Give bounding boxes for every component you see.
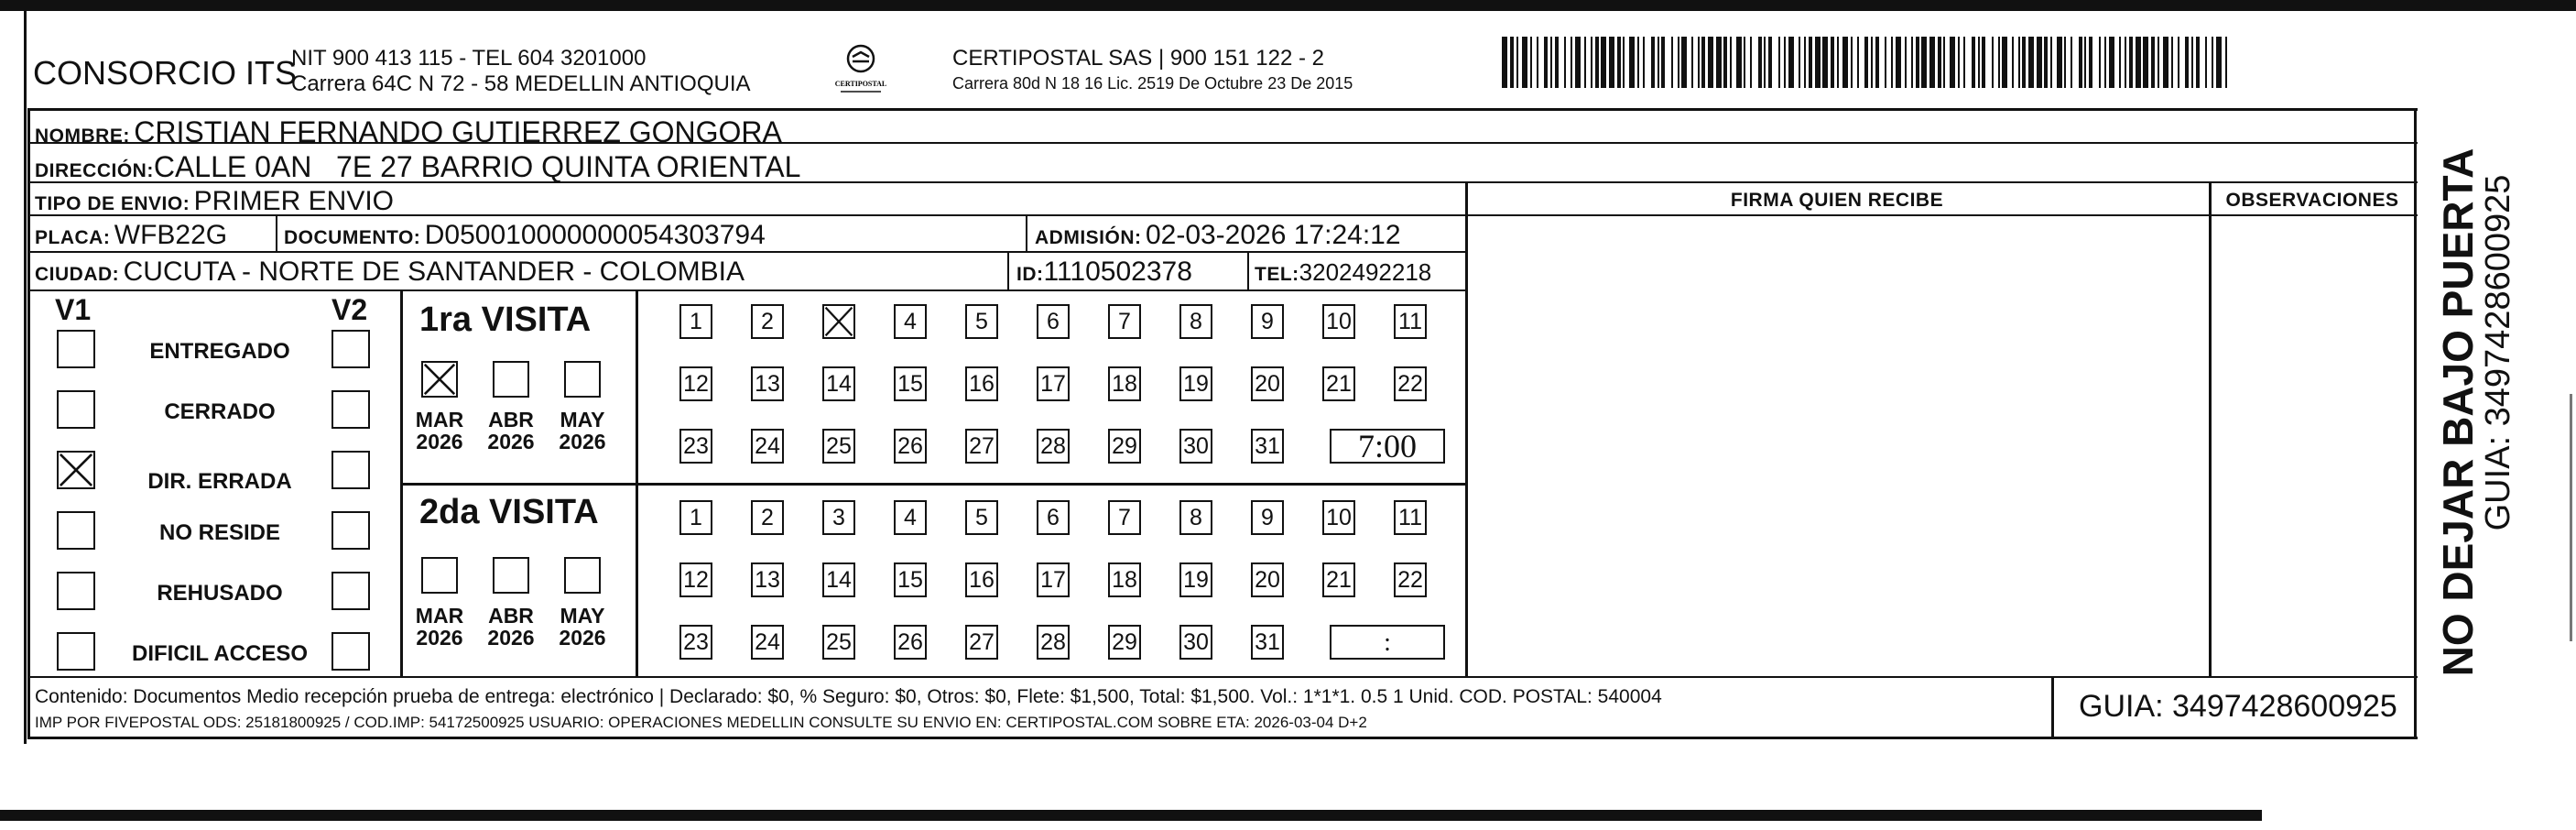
guia-divider — [2051, 676, 2054, 737]
day-box[interactable]: 31 — [1251, 625, 1284, 660]
day-box[interactable]: 15 — [894, 562, 927, 597]
day-box[interactable]: 23 — [679, 429, 712, 464]
day-box[interactable]: 23 — [679, 625, 712, 660]
footer-line2: IMP POR FIVEPOSTAL ODS: 25181800925 / COD.IMP: 54172500925 USUARIO: OPERACIONES MEDELLIN CONSULTE SU ENVIO EN: CERTIPOSTAL.COM SOBRE ETA: 2026-03-04 D+2 — [35, 714, 1367, 731]
visit2-title: 2da VISITA — [419, 493, 599, 531]
month-checkbox[interactable] — [564, 361, 601, 398]
day-box[interactable]: 15 — [894, 366, 927, 401]
right-edge-mark — [2570, 394, 2572, 641]
barcode — [1502, 37, 2234, 88]
day-box[interactable]: 11 — [1394, 500, 1427, 535]
ciudad-value: CUCUTA - NORTE DE SANTANDER - COLOMBIA — [123, 257, 745, 287]
footer-line — [27, 676, 2418, 678]
direccion-value: CALLE 0AN 7E 27 BARRIO QUINTA ORIENTAL — [153, 150, 801, 183]
day-box[interactable]: 27 — [965, 625, 998, 660]
v1-checkbox[interactable] — [57, 390, 95, 429]
id-field — [1016, 258, 1192, 286]
id-value: 1110502378 — [1043, 257, 1192, 287]
day-box[interactable]: 8 — [1179, 500, 1212, 535]
status-label: REHUSADO — [157, 581, 283, 606]
documento-value: D050010000000054303794 — [424, 220, 766, 250]
month-label: ABR 2026 — [487, 604, 535, 650]
v2-checkbox[interactable] — [332, 330, 370, 368]
day-box[interactable]: 26 — [894, 625, 927, 660]
v2-checkbox[interactable] — [332, 572, 370, 610]
id-divider — [1007, 251, 1009, 289]
day-box[interactable]: 18 — [1108, 562, 1141, 597]
row-line-5 — [27, 289, 1465, 291]
day-box[interactable]: 29 — [1108, 429, 1141, 464]
day-box[interactable]: 2 — [751, 500, 784, 535]
day-box[interactable]: 4 — [894, 500, 927, 535]
tel-divider — [1247, 251, 1249, 289]
day-box[interactable]: 27 — [965, 429, 998, 464]
month-checkbox[interactable] — [421, 361, 458, 398]
observaciones-header: OBSERVACIONES — [2225, 190, 2399, 211]
v1-checkbox[interactable] — [57, 511, 95, 550]
day-box[interactable]: 25 — [822, 625, 855, 660]
day-box[interactable]: 25 — [822, 429, 855, 464]
v1-checkbox[interactable] — [57, 330, 95, 368]
day-box[interactable]: 12 — [679, 366, 712, 401]
left-border — [24, 11, 27, 744]
postal-logo — [833, 42, 888, 97]
bottom-border — [0, 810, 2262, 821]
status-label: DIR. ERRADA — [147, 469, 292, 494]
v1-checkbox[interactable] — [57, 451, 95, 489]
day-box[interactable]: 3 — [822, 500, 855, 535]
month-checkbox[interactable] — [493, 361, 529, 398]
day-box[interactable]: 20 — [1251, 366, 1284, 401]
admision-label: ADMISIÓN: — [1035, 227, 1142, 248]
day-box[interactable]: 21 — [1322, 366, 1355, 401]
v2-checkbox[interactable] — [332, 451, 370, 489]
day-box[interactable]: 11 — [1394, 304, 1427, 339]
day-box[interactable]: 5 — [965, 500, 998, 535]
month-label: MAR 2026 — [415, 604, 464, 650]
row-line-4 — [27, 251, 1465, 253]
footer-line1: Contenido: Documentos Medio recepción prueba de entrega: electrónico | Declarado: $0, % Seguro: $0, Otros: $0, Flete: $1,500, Total: $1,500. Vol.: 1*1*1. 0.5 1 Unid. COD. POSTAL: 540004 — [35, 686, 1662, 707]
id-label: ID: — [1016, 264, 1044, 285]
side-no-dejar: NO DEJAR BAJO PUERTA — [2434, 147, 2482, 677]
visit-split — [400, 483, 1465, 486]
certipostal-line1: CERTIPOSTAL SAS | 900 151 122 - 2 — [952, 46, 1324, 71]
day-box[interactable]: 1 — [679, 304, 712, 339]
form-top — [27, 108, 2418, 111]
tel-label: TEL: — [1255, 264, 1299, 285]
month-checkbox[interactable] — [493, 557, 529, 594]
company-nit: NIT 900 413 115 - TEL 604 3201000 — [291, 46, 647, 71]
month-label: ABR 2026 — [487, 408, 535, 454]
month-checkbox[interactable] — [564, 557, 601, 594]
status-label: ENTREGADO — [149, 339, 290, 364]
side-guia: GUIA: 3497428600925 — [2479, 174, 2517, 531]
v1-header: V1 — [55, 293, 92, 326]
month-label: MAY 2026 — [559, 408, 606, 454]
obs-divider — [2209, 181, 2212, 676]
form-right — [2414, 108, 2417, 738]
v2-checkbox[interactable] — [332, 511, 370, 550]
nombre-label — [35, 117, 782, 147]
day-box[interactable]: 30 — [1179, 429, 1212, 464]
day-box[interactable]: 29 — [1108, 625, 1141, 660]
company-name: CONSORCIO ITS — [33, 54, 298, 92]
month-label: MAY 2026 — [559, 604, 606, 650]
day-box[interactable]: 13 — [751, 366, 784, 401]
day-box[interactable]: 16 — [965, 562, 998, 597]
nombre-value: CRISTIAN FERNANDO GUTIERREZ GONGORA — [134, 115, 782, 148]
day-box[interactable]: 14 — [822, 562, 855, 597]
nombre-label-text: NOMBRE: — [35, 126, 130, 147]
day-box[interactable]: 10 — [1322, 500, 1355, 535]
day-box[interactable]: 13 — [751, 562, 784, 597]
admision-field — [1035, 222, 1401, 249]
day-box[interactable]: 21 — [1322, 562, 1355, 597]
form-bottom — [27, 737, 2418, 739]
day-box[interactable]: 12 — [679, 562, 712, 597]
v2-checkbox[interactable] — [332, 390, 370, 429]
day-box[interactable]: 28 — [1037, 429, 1070, 464]
v1-checkbox[interactable] — [57, 632, 95, 671]
direccion-label-text: DIRECCIÓN: — [35, 160, 154, 181]
day-box[interactable]: 31 — [1251, 429, 1284, 464]
day-box[interactable]: 17 — [1037, 562, 1070, 597]
status-label: CERRADO — [164, 399, 276, 424]
v1-checkbox[interactable] — [57, 572, 95, 610]
time-box[interactable]: : — [1330, 625, 1445, 660]
row-line-3b — [1465, 214, 2418, 216]
direccion-label — [35, 152, 800, 181]
day-box[interactable]: 19 — [1179, 562, 1212, 597]
day-box[interactable]: 9 — [1251, 500, 1284, 535]
day-box[interactable]: 6 — [1037, 500, 1070, 535]
day-box[interactable]: 14 — [822, 366, 855, 401]
postal-logo-icon — [833, 42, 888, 97]
day-box[interactable]: 26 — [894, 429, 927, 464]
day-box[interactable]: 5 — [965, 304, 998, 339]
certipostal-line2: Carrera 80d N 18 16 Lic. 2519 De Octubre 23 De 2015 — [952, 74, 1353, 93]
day-box[interactable]: 28 — [1037, 625, 1070, 660]
day-box[interactable]: 22 — [1394, 562, 1427, 597]
top-border — [0, 0, 2576, 11]
day-box[interactable]: 18 — [1108, 366, 1141, 401]
placa-divider — [276, 214, 277, 251]
tipo-label — [35, 188, 394, 215]
day-box[interactable]: 9 — [1251, 304, 1284, 339]
day-box[interactable]: 30 — [1179, 625, 1212, 660]
month-label: MAR 2026 — [415, 408, 464, 454]
ciudad-field — [35, 258, 745, 286]
tel-value: 3202492218 — [1299, 258, 1432, 286]
postal-logo-text: CERTIPOSTAL — [834, 80, 887, 88]
day-box[interactable]: 16 — [965, 366, 998, 401]
placa-label: PLACA: — [35, 227, 111, 248]
status-label: NO RESIDE — [158, 520, 281, 545]
tipo-label-text: TIPO DE ENVIO: — [35, 193, 190, 214]
documento-field — [284, 222, 766, 249]
day-box[interactable]: 22 — [1394, 366, 1427, 401]
form-left — [27, 108, 30, 738]
status-label: DIFICIL ACCESO — [131, 641, 308, 666]
day-box[interactable]: 7 — [1108, 304, 1141, 339]
firma-header: FIRMA QUIEN RECIBE — [1730, 190, 1944, 211]
day-box[interactable]: 10 — [1322, 304, 1355, 339]
day-box[interactable] — [822, 304, 855, 339]
tel-field — [1255, 260, 1431, 284]
day-box[interactable]: 7 — [1108, 500, 1141, 535]
documento-label: DOCUMENTO: — [284, 227, 421, 248]
day-box[interactable]: 2 — [751, 304, 784, 339]
visit1-title: 1ra VISITA — [419, 300, 592, 339]
day-box[interactable]: 20 — [1251, 562, 1284, 597]
tipo-value: PRIMER ENVIO — [193, 186, 395, 216]
day-box[interactable]: 4 — [894, 304, 927, 339]
placa-field — [35, 222, 227, 249]
v2-header: V2 — [332, 293, 368, 326]
month-checkbox[interactable] — [421, 557, 458, 594]
day-box[interactable]: 6 — [1037, 304, 1070, 339]
admision-divider — [1026, 214, 1027, 251]
day-box[interactable]: 24 — [751, 429, 784, 464]
time-box[interactable]: 7:00 — [1330, 429, 1445, 464]
firma-divider — [1465, 181, 1468, 676]
footer-guia: GUIA: 3497428600925 — [2079, 689, 2397, 724]
day-box[interactable]: 24 — [751, 625, 784, 660]
admision-value: 02-03-2026 17:24:12 — [1145, 220, 1401, 250]
day-box[interactable]: 19 — [1179, 366, 1212, 401]
day-box[interactable]: 1 — [679, 500, 712, 535]
day-box[interactable]: 17 — [1037, 366, 1070, 401]
company-address: Carrera 64C N 72 - 58 MEDELLIN ANTIOQUIA — [291, 71, 751, 96]
ciudad-label: CIUDAD: — [35, 264, 120, 285]
placa-value: WFB22G — [114, 220, 228, 250]
v2-checkbox[interactable] — [332, 632, 370, 671]
day-box[interactable]: 8 — [1179, 304, 1212, 339]
